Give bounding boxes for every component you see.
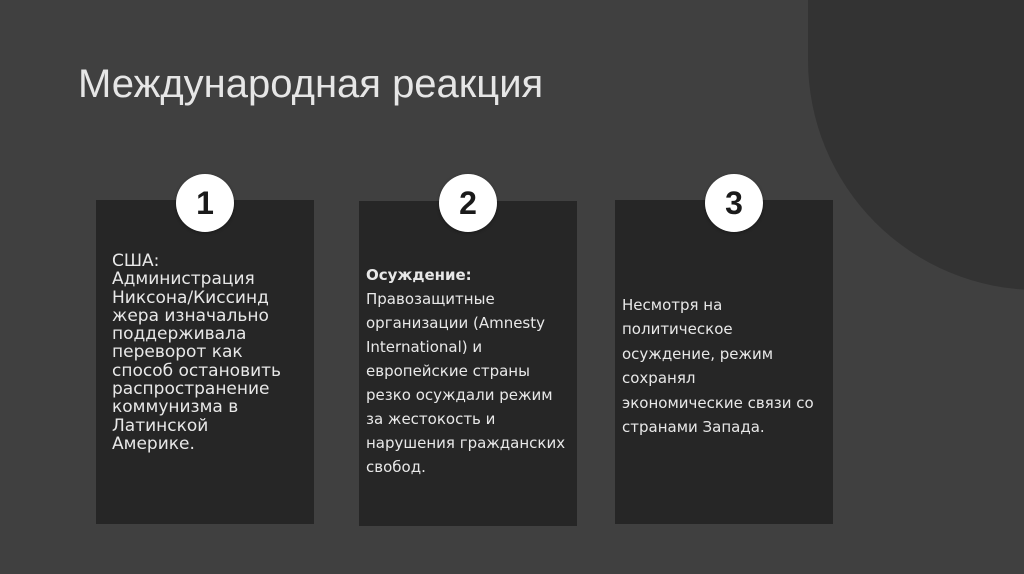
card-3-line: политическое xyxy=(622,320,733,339)
card-2-line: за жестокость и xyxy=(366,410,496,428)
card-2-line: организации (Amnesty xyxy=(366,314,546,332)
card-2-line: европейские страны xyxy=(366,362,530,380)
card-2-line: нарушения гражданских xyxy=(366,434,566,452)
card-1-line: Администрация xyxy=(112,269,255,290)
card-number-badge-2: 2 xyxy=(439,174,497,232)
card-2-line: свобод. xyxy=(366,458,426,476)
card-3-line: странами Запада. xyxy=(622,418,765,437)
card-3-line: осуждение, режим xyxy=(622,344,774,363)
slide-title: Международная реакция xyxy=(78,62,544,106)
card-1-line: Америке. xyxy=(112,433,195,454)
card-1-line: способ остановить xyxy=(112,360,282,381)
card-1-line: Никсона/Киссинд xyxy=(112,287,269,308)
card-2-text xyxy=(366,263,576,479)
card-1-line: Латинской xyxy=(112,415,209,436)
card-2-line: International) и xyxy=(366,338,483,356)
card-2-line: резко осуждали режим xyxy=(366,386,553,404)
card-1-line: распространение xyxy=(112,379,270,400)
card-1-text xyxy=(112,252,312,453)
card-3-line: экономические связи со xyxy=(622,393,814,412)
card-1-line: жера изначально xyxy=(112,305,269,326)
card-2-line: Правозащитные xyxy=(366,290,495,308)
card-1-line: поддерживала xyxy=(112,324,247,345)
decorative-corner-shape xyxy=(808,0,1024,290)
card-1-line: США: xyxy=(112,251,160,271)
card-1-line: коммунизма в xyxy=(112,397,239,418)
card-1-line: переворот как xyxy=(112,342,243,363)
card-2-heading: Осуждение: xyxy=(366,266,472,284)
card-number-badge-1: 1 xyxy=(176,174,234,232)
card-3-line: сохранял xyxy=(622,369,696,388)
card-number-badge-3: 3 xyxy=(705,174,763,232)
card-3-line: Несмотря на xyxy=(622,296,723,314)
card-3-text xyxy=(622,293,832,439)
